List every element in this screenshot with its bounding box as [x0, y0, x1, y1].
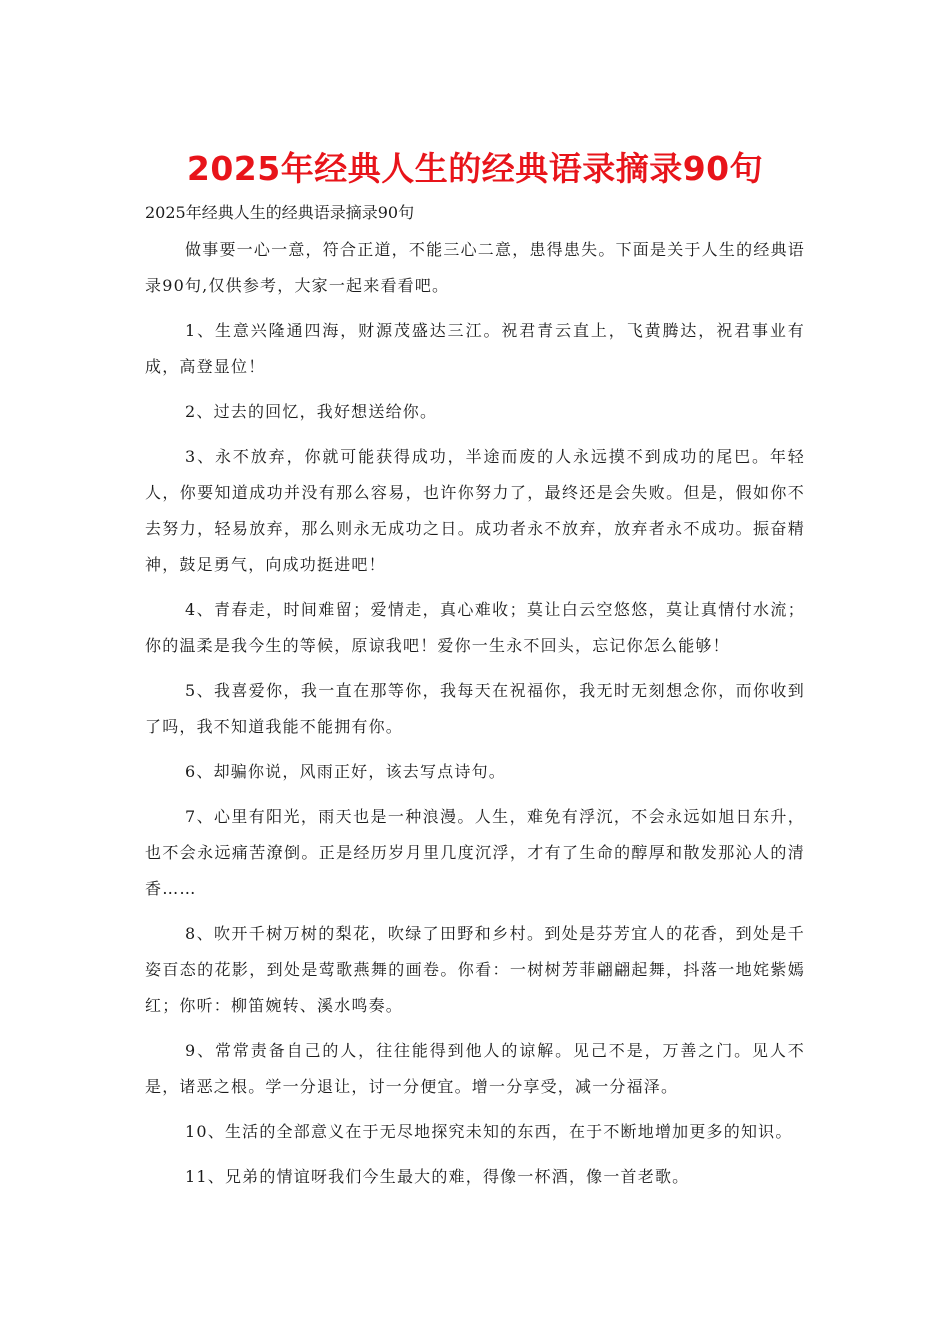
quote-paragraph: 2、过去的回忆，我好想送给你。 — [185, 402, 438, 421]
quote-paragraph: 8、吹开千树万树的梨花，吹绿了田野和乡村。到处是芬芳宜人的花香，到处是千姿百态的花影，到处是莺歌燕舞的画卷。你看：一树树芳菲翩翩起舞，抖落一地姹紫嫣红；你听：柳笛婉转、溪水鸣奏。 — [145, 924, 805, 1015]
quote-paragraph: 5、我喜爱你，我一直在那等你，我每天在祝福你，我无时无刻想念你，而你收到了吗，我不知道我能不能拥有你。 — [145, 681, 805, 736]
document-body — [145, 232, 805, 1195]
quote-paragraph: 10、生活的全部意义在于无尽地探究未知的东西，在于不断地增加更多的知识。 — [185, 1122, 793, 1141]
quote-paragraph: 7、心里有阳光，雨天也是一种浪漫。人生，难免有浮沉，不会永远如旭日东升，也不会永远痛苦潦倒。正是经历岁月里几度沉浮，才有了生命的醇厚和散发那沁人的清香…… — [145, 807, 805, 898]
quote-paragraph: 3、永不放弃，你就可能获得成功，半途而废的人永远摸不到成功的尾巴。年轻人，你要知道成功并没有那么容易，也许你努力了，最终还是会失败。但是，假如你不去努力，轻易放弃，那么则永无成功之日。成功者永不放弃，放弃者永不成功。振奋精神，鼓足勇气，向成功挺进吧！ — [145, 447, 805, 574]
quote-paragraph: 4、青春走，时间难留；爱情走，真心难收；莫让白云空悠悠，莫让真情付水流；你的温柔是我今生的等候，原谅我吧！爱你一生永不回头，忘记你怎么能够！ — [145, 600, 805, 655]
quote-paragraph: 9、常常责备自己的人，往往能得到他人的谅解。见己不是，万善之门。见人不是，诸恶之根。学一分退让，讨一分便宜。增一分享受，减一分福泽。 — [145, 1041, 805, 1096]
quote-paragraph: 6、却骗你说，风雨正好，该去写点诗句。 — [185, 762, 506, 781]
intro-paragraph: 做事要一心一意，符合正道，不能三心二意，患得患失。下面是关于人生的经典语录90句,仅供参考，大家一起来看看吧。 — [145, 240, 805, 295]
quote-paragraph: 1、生意兴隆通四海，财源茂盛达三江。祝君青云直上，飞黄腾达，祝君事业有成，高登显位！ — [145, 321, 805, 376]
quote-paragraph: 11、兄弟的情谊呀我们今生最大的难，得像一杯酒，像一首老歌。 — [185, 1167, 690, 1186]
document-title: 2025年经典人生的经典语录摘录90句 — [186, 149, 764, 188]
document-subtitle: 2025年经典人生的经典语录摘录90句 — [145, 203, 415, 222]
